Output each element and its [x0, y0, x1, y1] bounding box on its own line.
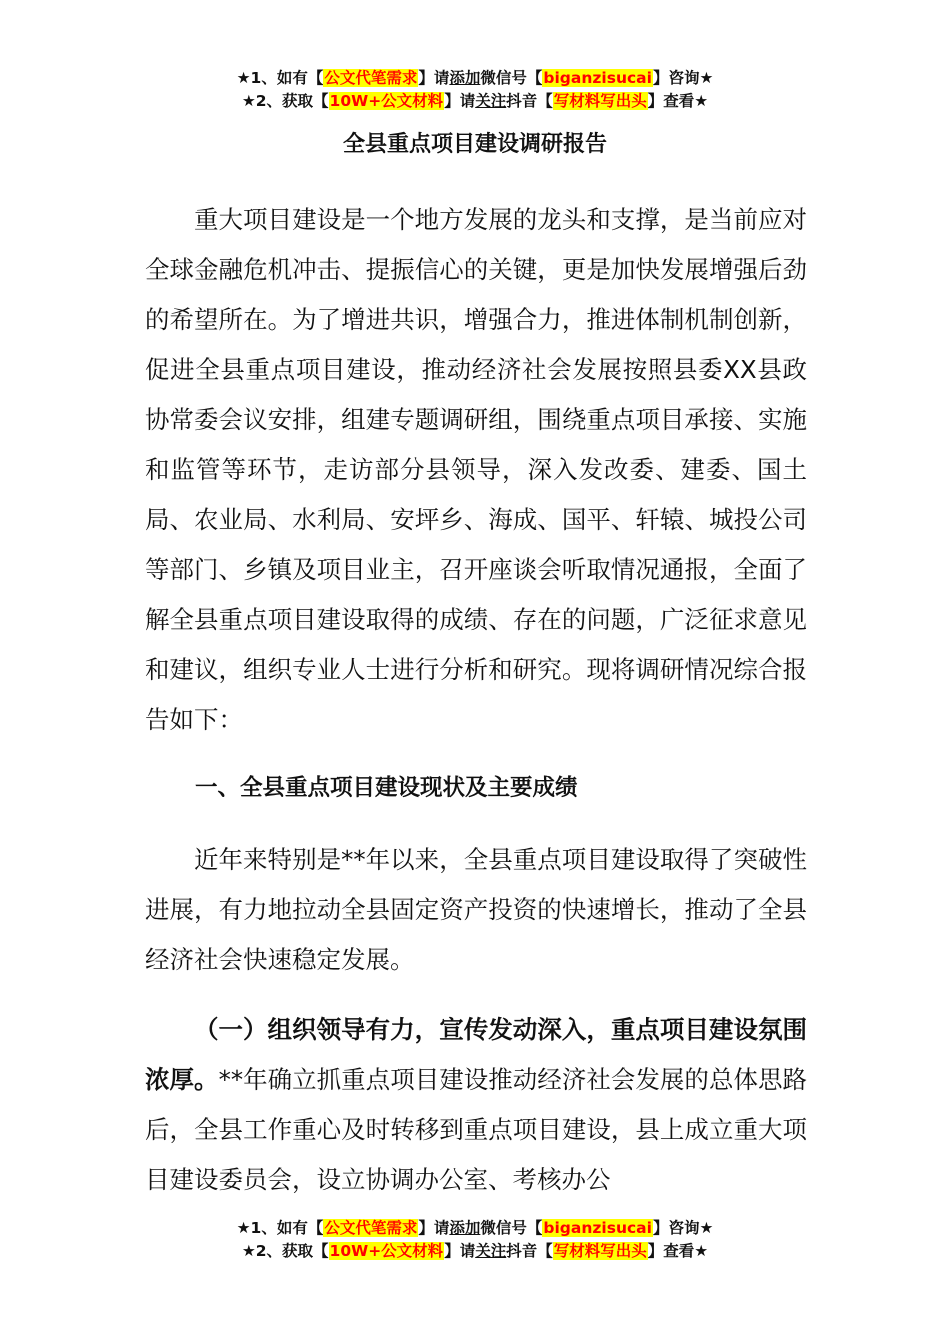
promo-text: 抖音【: [506, 92, 553, 110]
section-1-paragraph: 近年来特别是**年以来，全县重点项目建设取得了突破性进展，有力地拉动全县固定资产投资的快速增长，推动了全县经济社会快速稳定发展。: [145, 845, 807, 974]
promo-text: 微信号【: [480, 1219, 543, 1237]
promo-text: 抖音【: [506, 1242, 553, 1260]
promo-text: 】请: [418, 1219, 450, 1237]
promo-line-2: [0, 90, 950, 113]
promo-highlight: 公文代笔需求: [324, 1219, 418, 1237]
promo-underline: 添加: [449, 69, 481, 87]
subsection-1-heading: （一）组织领导有力，宣传发动深入，重点项目建设氛围浓厚。: [145, 1015, 807, 1094]
promo-text: 】查看★: [647, 92, 709, 110]
promo-text: 微信号【: [480, 69, 543, 87]
promo-line-2: [0, 1240, 950, 1263]
promo-underline: 添加: [449, 1219, 481, 1237]
promo-wechat-id: biganzisucai: [543, 69, 652, 87]
promo-banner-top: [0, 67, 950, 113]
subsection-1-text: **年确立抓重点项目建设推动经济社会发展的总体思路后，全县工作重心及时转移到重点项目建设，县上成立重大项目建设委员会，设立协调办公室、考核办公: [145, 1065, 808, 1194]
promo-douyin-id: 写材料写出头: [553, 92, 647, 110]
promo-text: ★2、获取【: [241, 92, 329, 110]
promo-underline: 关注: [475, 92, 507, 110]
promo-douyin-id: 写材料写出头: [553, 1242, 647, 1260]
promo-text: ★1、如有【: [236, 1219, 324, 1237]
promo-line-1: [0, 67, 950, 90]
promo-text: ★1、如有【: [236, 69, 324, 87]
promo-highlight: 10W+公文材料: [329, 92, 444, 110]
promo-wechat-id: biganzisucai: [543, 1219, 652, 1237]
promo-highlight: 10W+公文材料: [329, 1242, 444, 1260]
subsection-1-paragraph: [145, 1005, 807, 1205]
promo-text: 】咨询★: [652, 69, 714, 87]
promo-line-1: [0, 1217, 950, 1240]
subsection-1-body: [145, 1005, 807, 1205]
promo-text: 】咨询★: [652, 1219, 714, 1237]
document-title: 全县重点项目建设调研报告: [342, 132, 607, 157]
section-heading-1: 一、全县重点项目建设现状及主要成绩: [195, 775, 578, 801]
promo-text: 】请: [444, 92, 476, 110]
promo-text: 】请: [444, 1242, 476, 1260]
promo-text: 】请: [418, 69, 450, 87]
promo-text: 】查看★: [647, 1242, 709, 1260]
promo-underline: 关注: [475, 1242, 507, 1260]
promo-banner-bottom: [0, 1217, 950, 1263]
intro-paragraph: 重大项目建设是一个地方发展的龙头和支撑，是当前应对全球金融危机冲击、提振信心的关键，更是加快发展增强后劲的希望所在。为了增进共识，增强合力，推进体制机制创新，促进全县重点项目建设，推动经济社会发展按照县委XX县政协常委会议安排，组建专题调研组，围绕重点项目承接、实施和监管等环节，走访部分县领导，深入发改委、建委、国土局、农业局、水利局、安坪乡、海成、国平、轩辕、城投公司等部门、乡镇及项目业主，召开座谈会听取情况通报，全面了解全县重点项目建设取得的成绩、存在的问题，广泛征求意见和建议，组织专业人士进行分析和研究。现将调研情况综合报告如下：: [145, 205, 807, 734]
intro-section: [145, 195, 807, 745]
section-1-body: [145, 835, 807, 985]
promo-text: ★2、获取【: [241, 1242, 329, 1260]
promo-highlight: 公文代笔需求: [324, 69, 418, 87]
